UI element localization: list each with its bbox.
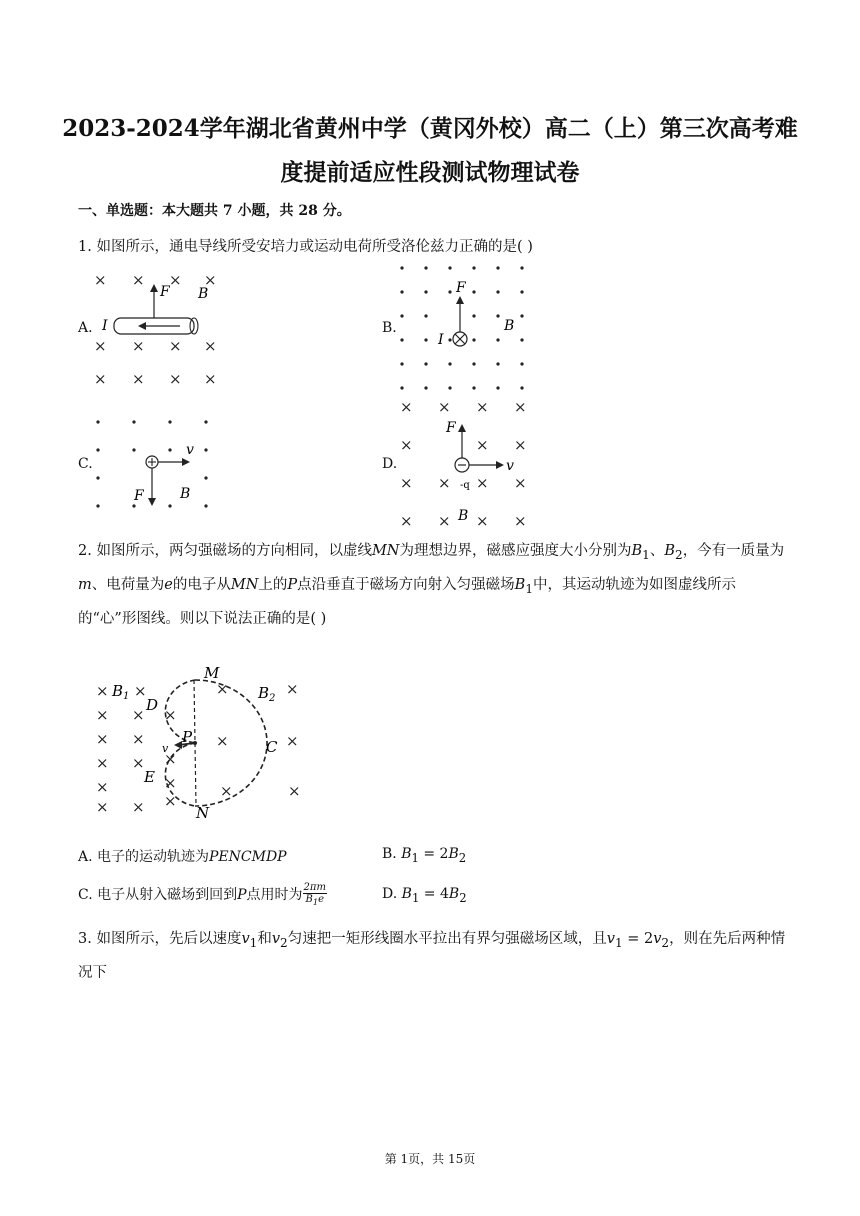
svg-text:×: × — [134, 682, 147, 700]
svg-text:×: × — [476, 474, 489, 492]
q2-option-letter: B. — [382, 846, 397, 862]
svg-text:×: × — [164, 774, 177, 792]
svg-text:×: × — [220, 782, 233, 800]
q2-math-B: B — [514, 576, 526, 593]
svg-text:×: × — [96, 798, 109, 816]
q3-text: ，则在先后两种情况下 — [78, 931, 786, 981]
q3-math-v: v — [606, 931, 615, 947]
svg-text:×: × — [132, 337, 145, 355]
svg-text:×: × — [96, 730, 109, 748]
q3-math-v: v — [241, 931, 250, 947]
label-B-b: B — [504, 318, 515, 334]
page-footer: 第 1页，共 15页 — [384, 1152, 476, 1166]
svg-text:×: × — [96, 706, 109, 724]
q3-math-v: v — [271, 931, 281, 947]
q2-math-m: m — [78, 576, 92, 593]
svg-text:×: × — [476, 398, 489, 416]
q2-text: 2. 如图所示，两匀强磁场的方向相同，以虚线 — [78, 543, 372, 559]
label-B-d: B — [458, 508, 469, 524]
q2-option-sub: 2 — [458, 850, 467, 865]
label-N: N — [196, 804, 210, 822]
q2-option-math: B — [401, 846, 412, 862]
q1-option-b-letter: B. — [382, 320, 397, 336]
svg-text:×: × — [164, 792, 177, 810]
q2-option-sub: 2 — [459, 890, 467, 905]
svg-text:×: × — [94, 337, 107, 355]
svg-text:×: × — [94, 271, 107, 289]
svg-text:×: × — [204, 337, 217, 355]
svg-text:×: × — [438, 512, 451, 530]
svg-text:×: × — [288, 782, 301, 800]
label-C: C — [266, 738, 278, 756]
q2-text: 为理想边界，磁感应强度大小分别为 — [399, 543, 632, 559]
fraction-2pim-over-B1e: $\frac{2\pi m}{B_1e}$ — [303, 882, 326, 907]
label-v-c: v — [186, 442, 194, 458]
q2-option-text: 点用时为 — [246, 887, 303, 903]
q2-option-letter: A. — [78, 849, 93, 865]
q3-text: = 2 — [622, 931, 654, 947]
svg-text:×: × — [96, 754, 109, 772]
section-heading: 一、单选题：本大题共 7 小题，共 28 分。 — [78, 203, 351, 219]
svg-text:×: × — [204, 370, 217, 388]
svg-text:×: × — [216, 732, 229, 750]
svg-text:×: × — [164, 706, 177, 724]
q1-figure-d — [396, 396, 530, 530]
label-B1: $B_1$ — [112, 682, 130, 702]
q2-math-e: e — [164, 576, 173, 593]
q2-math-sub: 1 — [525, 581, 533, 596]
question-3-stem — [78, 924, 790, 988]
label-q-d: -q — [460, 480, 470, 491]
q2-option-c — [78, 882, 327, 908]
q2-option-math: B — [401, 886, 412, 902]
svg-text:×: × — [400, 512, 413, 530]
svg-text:×: × — [514, 474, 527, 492]
q2-option-math: P — [237, 887, 247, 903]
q2-math-MN: MN — [371, 543, 400, 559]
q1-figure-b — [396, 262, 530, 394]
svg-text:×: × — [96, 682, 109, 700]
question-2-stem — [78, 536, 790, 634]
svg-text:×: × — [164, 750, 177, 768]
svg-text:×: × — [438, 398, 451, 416]
svg-text:×: × — [438, 474, 451, 492]
svg-text:×: × — [132, 706, 145, 724]
q1-figure-c — [92, 416, 222, 514]
label-F-b: F — [456, 280, 466, 296]
label-I-a: I — [102, 318, 108, 334]
q2-text: 点沿垂直于磁场方向射入匀强磁场 — [297, 576, 515, 593]
q3-math-sub: 2 — [661, 935, 670, 950]
label-E: E — [144, 768, 155, 786]
svg-text:×: × — [169, 337, 182, 355]
q3-math-sub: 1 — [249, 935, 258, 950]
q2-option-sub: 1 — [411, 890, 420, 905]
label-P: P — [182, 728, 193, 746]
q3-math-sub: 1 — [614, 935, 623, 950]
q2-math-sub: 1 — [642, 547, 650, 562]
q1-option-c-letter: C. — [78, 456, 93, 472]
q2-option-a — [78, 846, 287, 866]
label-F-d: F — [446, 420, 456, 436]
svg-text:×: × — [216, 680, 229, 698]
svg-text:×: × — [96, 778, 109, 796]
q2-math-MN: MN — [230, 576, 259, 593]
q2-figure-heart-trajectory — [92, 656, 312, 824]
q2-text: 中，其运动轨迹为如图虚线所示的“心”形图线。则以下说法正确的是( ) — [78, 576, 736, 627]
svg-text:×: × — [132, 730, 145, 748]
svg-text:×: × — [132, 370, 145, 388]
label-B2: $B_2$ — [258, 684, 276, 704]
q2-option-letter: C. — [78, 887, 93, 903]
label-B-c: B — [180, 486, 191, 502]
page-title-line-2: 度提前适应性段测试物理试卷 — [280, 159, 580, 186]
label-F-a: F — [160, 284, 170, 300]
q2-math-B: B — [664, 543, 675, 559]
svg-text:×: × — [169, 370, 182, 388]
label-I-b: I — [438, 332, 444, 348]
q3-math-sub: 2 — [280, 935, 288, 950]
q2-option-letter: D. — [382, 886, 398, 902]
q1-option-d-letter: D. — [382, 456, 398, 472]
svg-text:×: × — [132, 754, 145, 772]
q2-option-text: = 4 — [419, 886, 449, 902]
svg-text:×: × — [94, 370, 107, 388]
q2-math-sub: 2 — [675, 547, 683, 562]
svg-text:×: × — [476, 436, 489, 454]
svg-text:×: × — [169, 271, 182, 289]
q1-figure-a — [92, 266, 222, 390]
q2-option-math: PENCMDP — [209, 849, 287, 865]
q2-option-math: B — [448, 886, 460, 902]
q2-option-b — [382, 846, 466, 865]
svg-text:×: × — [400, 474, 413, 492]
svg-text:×: × — [514, 436, 527, 454]
page-title-line-1: 2023-2024学年湖北省黄州中学（黄冈外校）高二（上）第三次高考难 — [62, 115, 798, 142]
q3-text: 3. 如图所示，先后以速度 — [78, 931, 242, 947]
q2-option-d — [382, 886, 467, 905]
label-v-d: v — [506, 458, 514, 474]
q2-option-sub: 1 — [411, 850, 419, 865]
q2-text: 、电荷量为 — [91, 576, 165, 593]
q1-option-a-letter: A. — [78, 320, 93, 336]
label-M: M — [204, 664, 220, 682]
q2-text: 上的 — [258, 576, 288, 593]
q2-math-B: B — [631, 543, 643, 559]
svg-text:×: × — [286, 680, 299, 698]
label-v: v — [162, 742, 169, 755]
label-B-a: B — [198, 286, 209, 302]
svg-text:×: × — [400, 398, 413, 416]
q3-text: 和 — [257, 931, 272, 947]
svg-text:×: × — [476, 512, 489, 530]
q2-text: 、 — [649, 543, 665, 559]
q2-text: ，今有一质量为 — [682, 543, 785, 559]
question-1-stem: 1. 如图所示，通电导线所受安培力或运动电荷所受洛伦兹力正确的是( ) — [78, 239, 533, 255]
q2-option-text: = 2 — [418, 846, 449, 862]
q2-option-math: B — [448, 846, 459, 862]
q2-option-text: 电子从射入磁场到回到 — [97, 887, 238, 903]
label-F-c: F — [134, 488, 144, 504]
svg-text:×: × — [400, 436, 413, 454]
svg-text:×: × — [514, 512, 527, 530]
svg-text:×: × — [132, 271, 145, 289]
svg-text:×: × — [204, 271, 217, 289]
svg-text:×: × — [514, 398, 527, 416]
svg-text:×: × — [286, 732, 299, 750]
q3-text: 匀速把一矩形线圈水平拉出有界匀强磁场区域，且 — [287, 931, 607, 947]
svg-text:×: × — [132, 798, 145, 816]
label-D: D — [146, 696, 159, 714]
q3-math-v: v — [653, 931, 662, 947]
q2-math-P: P — [287, 576, 298, 593]
q2-text: 的电子从 — [172, 576, 231, 593]
q2-option-text: 电子的运动轨迹为 — [97, 849, 210, 865]
